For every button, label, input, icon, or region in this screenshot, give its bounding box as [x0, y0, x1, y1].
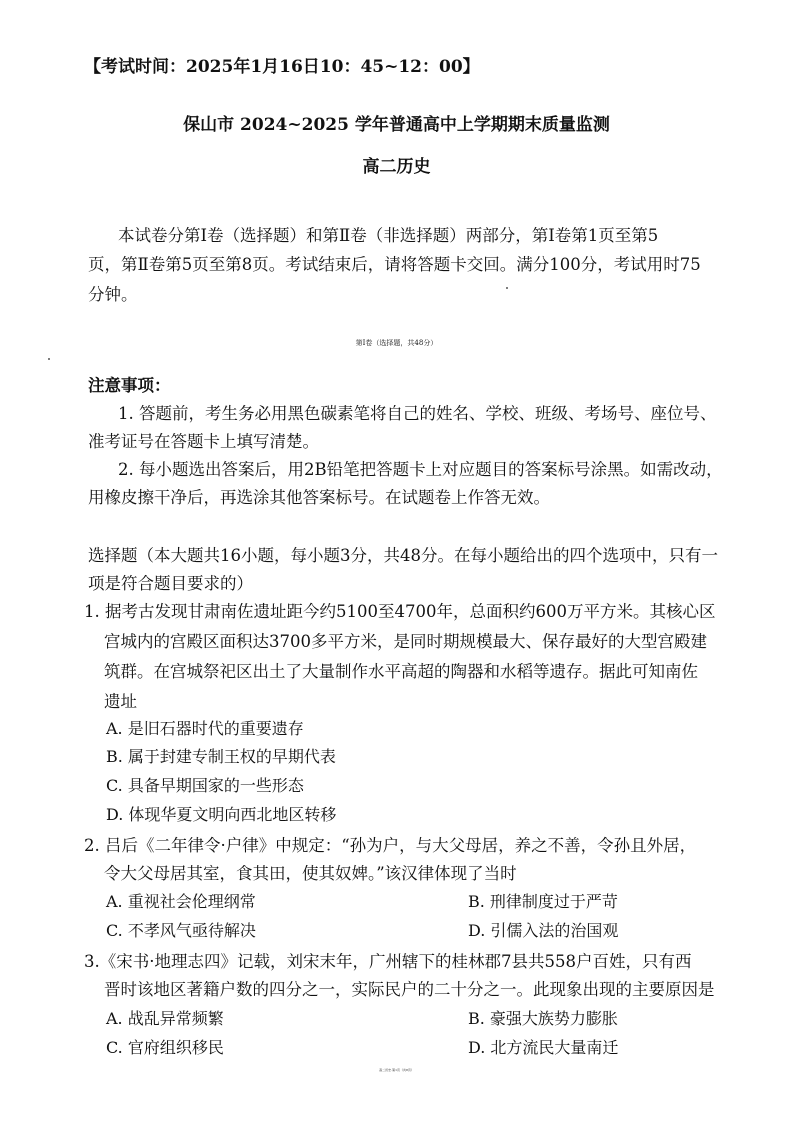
question-2-option-d: D. 引儒入法的治国观 — [468, 921, 619, 940]
question-1-line-2: 宫城内的宫殿区面积达3700多平方米，是同时期规模最大、保存最好的大型宫殿建 — [104, 632, 707, 651]
question-2-line-1: 2. 吕后《二年律令·户律》中规定：“孙为户，与大父母居，养之不善，令孙且外居， — [84, 836, 697, 855]
question-1-line-4: 遗址 — [104, 692, 137, 711]
question-2-line-2: 令大父母居其室，食其田，使其奴婢。”该汉律体现了当时 — [104, 864, 517, 883]
choice-intro-line-2: 项是符合题目要求的） — [88, 574, 253, 593]
question-3-option-a: A. 战乱异常频繁 — [106, 1009, 224, 1028]
question-3-option-c: C. 官府组织移民 — [106, 1038, 224, 1057]
intro-line-3: 分钟。 — [88, 285, 138, 304]
page-title: 保山市 2024~2025 学年普通高中上学期期末质量监测 — [183, 115, 610, 135]
page-subtitle: 高二历史 — [362, 157, 431, 177]
question-2-option-b: B. 刑律制度过于严苛 — [468, 892, 618, 911]
question-3-line-1: 3.《宋书·地理志四》记载，刘宋末年，广州辖下的桂林郡7县共558户百姓，只有西 — [84, 952, 692, 971]
question-1-option-d: D. 体现华夏文明向西北地区转移 — [106, 805, 337, 824]
question-1-option-c: C. 具备早期国家的一些形态 — [106, 776, 304, 795]
choice-intro-line-1: 选择题（本大题共16小题，每小题3分，共48分。在每小题给出的四个选项中，只有一 — [88, 546, 718, 565]
notice-heading: 注意事项： — [88, 376, 171, 395]
exam-time: 【考试时间：2025年1月16日10：45~12：00】 — [84, 57, 480, 77]
question-2-option-a: A. 重视社会伦理纲常 — [106, 892, 256, 911]
question-1-line-1: 1. 据考古发现甘肃南佐遗址距今约5100至4700年，总面积约600万平方米。其核心区 — [84, 602, 716, 621]
section-title: 第Ⅰ卷（选择题，共48分） — [355, 339, 438, 347]
question-3-option-b: B. 豪强大族势力膨胀 — [468, 1009, 618, 1028]
question-2-option-c: C. 不孝风气亟待解决 — [106, 921, 256, 940]
question-1-option-a: A. 是旧石器时代的重要遗存 — [106, 719, 304, 738]
notice-line-1: 1. 答题前，考生务必用黑色碳素笔将自己的姓名、学校、班级、考场号、座位号、 — [118, 404, 717, 423]
scan-speck — [48, 358, 50, 360]
question-1-line-3: 筑群。在宫城祭祀区出土了大量制作水平高超的陶器和水稻等遗存。据此可知南佐 — [104, 662, 698, 681]
question-3-option-d: D. 北方流民大量南迁 — [468, 1038, 619, 1057]
page-footer: 高二历史·第1页（共8页） — [379, 1068, 414, 1072]
intro-line-1: 本试卷分第Ⅰ卷（选择题）和第Ⅱ卷（非选择题）两部分，第Ⅰ卷第1页至第5 — [118, 226, 659, 245]
scan-speck — [506, 287, 508, 289]
notice-line-3: 2. 每小题选出答案后，用2B铅笔把答题卡上对应题目的答案标号涂黑。如需改动， — [118, 460, 723, 479]
question-3-line-2: 晋时该地区著籍户数的四分之一，实际民户的二十分之一。此现象出现的主要原因是 — [104, 980, 715, 999]
notice-line-4: 用橡皮擦干净后，再选涂其他答案标号。在试题卷上作答无效。 — [88, 488, 550, 507]
notice-line-2: 准考证号在答题卡上填写清楚。 — [88, 432, 319, 451]
intro-line-2: 页，第Ⅱ卷第5页至第8页。考试结束后，请将答题卡交回。满分100分，考试用时75 — [88, 255, 701, 274]
question-1-option-b: B. 属于封建专制王权的早期代表 — [106, 747, 336, 766]
